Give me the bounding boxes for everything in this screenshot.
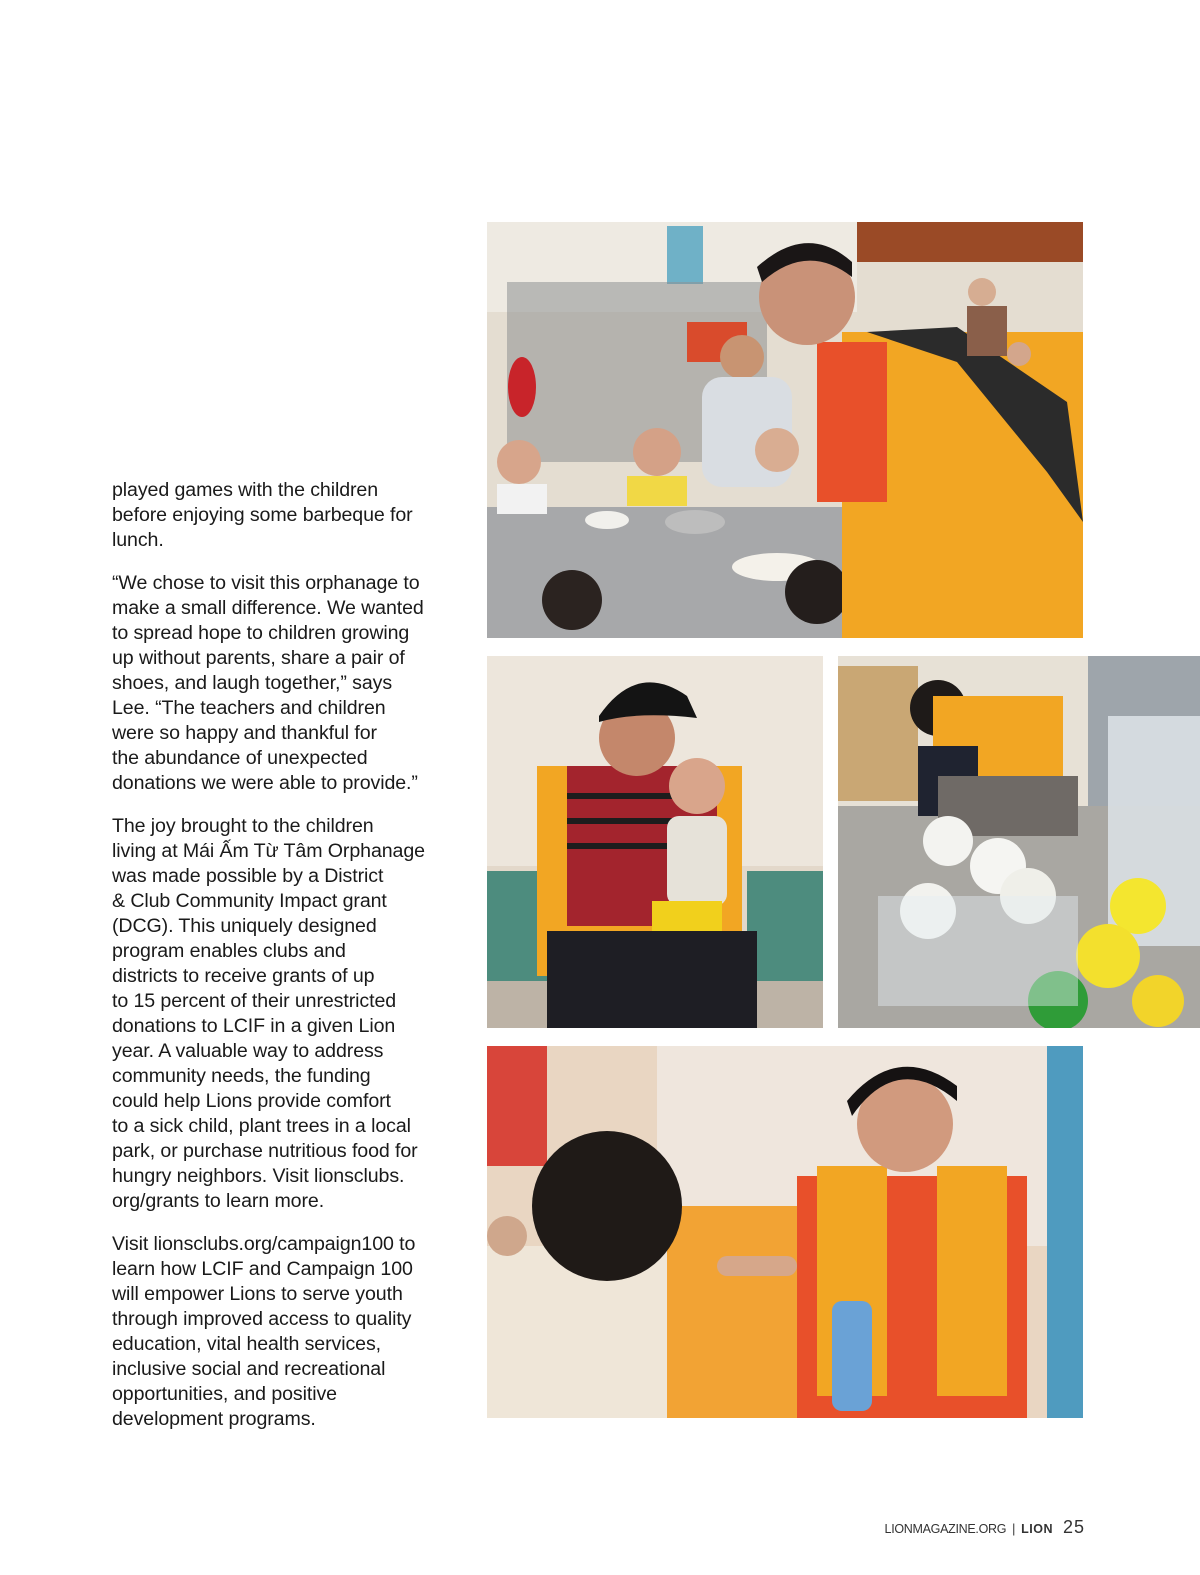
footer-separator: | (1012, 1522, 1016, 1536)
paragraph-2-quote: “We chose to visit this orphanage to make a small difference. We wanted to spread hope to children growing up without parents, share a pair of shoes, and laugh together,” says Lee. “The teachers and children were so happy and thankful for the abundance of unexpected donations we were able to provide.” (112, 572, 424, 794)
paragraph-1: played games with the children before enjoying some barbeque for lunch. (112, 479, 413, 551)
paragraph-3-dcg-grant: The joy brought to the children living at Mái Ấm Từ Tâm Orphanage was made possible by a District & Club Community Impact grant (DCG). This uniquely designed program enables clubs and districts to receive grants of up to 15 percent of their unrestricted donations to LCIF in a given Lion year. A valuable way to address community needs, the funding could help Lions provide comfort to a sick child, plant trees in a local park, or purchase nutritious food for hungry neighbors. Visit lionsclubs. org/grants to learn more. (112, 815, 425, 1212)
page-footer (885, 1517, 1085, 1538)
photo-lion-serving-food-to-children (487, 222, 1083, 638)
footer-site-url: LIONMAGAZINE.ORG (884, 1522, 1007, 1536)
photo-lion-holding-child (487, 656, 823, 1028)
footer-magazine-name: LION (1021, 1522, 1053, 1536)
paragraph-4-campaign100: Visit lionsclubs.org/campaign100 to learn how LCIF and Campaign 100 will empower Lions to serve youth through improved access to quality education, vital health services, inclusive social and recreational opportunities, and positive development programs. (112, 1233, 416, 1430)
photo-lion-unpacking-soccer-balls (838, 656, 1200, 1028)
page-number: 25 (1062, 1517, 1085, 1537)
article-body (112, 478, 457, 1450)
photo-lion-handing-gift-to-boy (487, 1046, 1083, 1418)
